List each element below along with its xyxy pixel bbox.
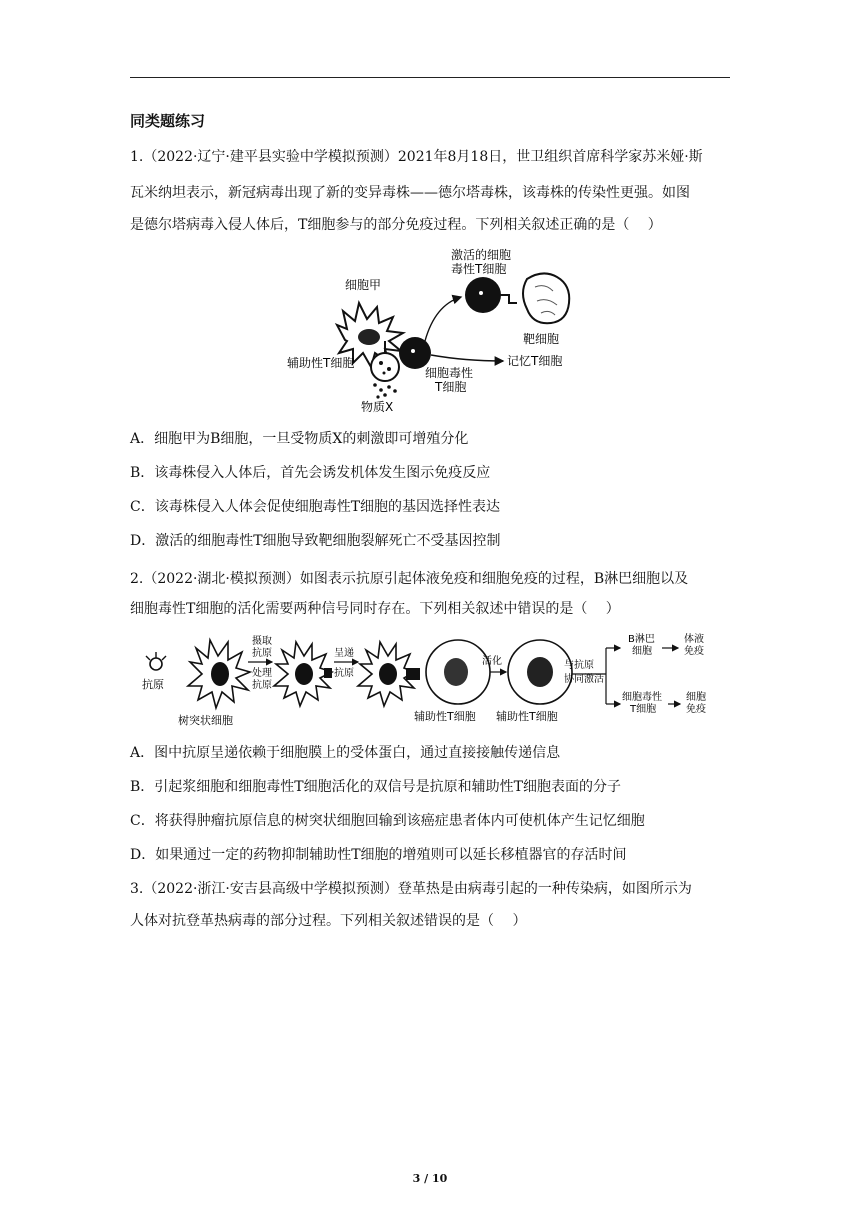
cell-jia-label: 细胞甲 — [345, 278, 382, 292]
activated-t-cell-shape — [465, 277, 517, 313]
present-label-1: 呈递 — [334, 648, 354, 659]
cytotoxic-t-cell-shape — [399, 337, 431, 369]
humoral-label-1: 体液 — [684, 634, 704, 645]
q2-stem-line-2: 细胞毒性T细胞的活化需要两种信号同时存在。下列相关叙述中错误的是（ ） — [130, 601, 620, 617]
q1-stem-line-3: 是德尔塔病毒入侵人体后，T细胞参与的部分免疫过程。下列相关叙述正确的是（ ） — [130, 217, 662, 233]
activated-label-2: 毒性T细胞 — [451, 262, 507, 276]
take-label-2: 抗原 — [252, 648, 272, 659]
dendritic-cell-shape-2 — [274, 642, 332, 706]
helper-t-label: 辅助性T细胞 — [287, 356, 355, 370]
q2-option-a: A．图中抗原呈递依赖于细胞膜上的受体蛋白，通过直接接触传递信息 — [130, 745, 561, 761]
q2-option-b: B．引起浆细胞和细胞毒性T细胞活化的双信号是抗原和辅助性T细胞表面的分子 — [130, 779, 621, 795]
cellular-label-1: 细胞 — [686, 692, 706, 703]
q2-option-c: C．将获得肿瘤抗原信息的树突状细胞回输到该癌症患者体内可使机体产生记忆细胞 — [130, 813, 645, 829]
q2-stem-line-1: 2.（2022·湖北·模拟预测）如图表示抗原引起体液免疫和细胞免疫的过程，B淋巴细胞以及 — [130, 571, 689, 587]
antigen-shape — [146, 652, 166, 670]
q3-stem-line-2: 人体对抗登革热病毒的部分过程。下列相关叙述错误的是（ ） — [130, 913, 527, 929]
cytotoxic-t-label-2: T细胞 — [435, 380, 467, 394]
target-cell-label: 靶细胞 — [523, 332, 560, 346]
section-title: 同类题练习 — [130, 112, 206, 130]
humoral-label-2: 免疫 — [684, 646, 704, 657]
q1-stem-line-1: 1.（2022·辽宁·建平县实验中学模拟预测）2021年8月18日，世卫组织首席科学家苏米娅·斯 — [130, 149, 703, 165]
take-label-1: 摄取 — [252, 636, 272, 647]
memory-t-label: 记忆T细胞 — [507, 354, 563, 368]
dendritic-cell-shape-1 — [188, 640, 250, 708]
co-activate-label: 协同激活 — [564, 674, 604, 685]
with-antigen-label: 与抗原 — [564, 660, 594, 671]
q1-option-c: C．该毒株侵入人体会促使细胞毒性T细胞的基因选择性表达 — [130, 499, 501, 515]
cytotoxic-t-label-1: 细胞毒性 — [425, 366, 474, 380]
arrow-to-activated — [425, 297, 461, 341]
substance-x-label: 物质X — [361, 400, 394, 414]
cyto-label-2: T细胞 — [630, 704, 657, 715]
process-label-2: 抗原 — [252, 680, 272, 691]
q3-stem-line-1: 3.（2022·浙江·安吉县高级中学模拟预测）登革热是由病毒引起的一种传染病，如图所示为 — [130, 881, 692, 897]
process-label-1: 处理 — [252, 668, 272, 679]
q1-option-b: B．该毒株侵入人体后，首先会诱发机体发生图示免疫反应 — [130, 465, 491, 481]
q1-figure — [285, 245, 580, 415]
header-rule — [130, 77, 730, 78]
q2-option-d: D．如果通过一定的药物抑制辅助性T细胞的增殖则可以延长移植器官的存活时间 — [130, 847, 627, 863]
target-cell-shape — [523, 273, 569, 323]
helper-t-cell-shape-1 — [426, 640, 490, 704]
activate-label: 活化 — [482, 656, 502, 667]
b-cell-label-2: 细胞 — [632, 646, 652, 657]
helper-t-cell-shape-2 — [508, 640, 572, 704]
q1-option-d: D．激活的细胞毒性T细胞导致靶细胞裂解死亡不受基因控制 — [130, 533, 501, 549]
helper-t-label-2: 辅助性T细胞 — [496, 710, 558, 723]
arrow-to-memory — [431, 355, 503, 361]
helper-t-label-1: 辅助性T细胞 — [414, 710, 476, 723]
antigen-label: 抗原 — [142, 678, 164, 691]
cellular-label-2: 免疫 — [686, 704, 706, 715]
present-label-2: 抗原 — [334, 668, 354, 679]
page-number: 3 / 10 — [412, 1172, 448, 1185]
dendritic-label: 树突状细胞 — [178, 714, 233, 727]
q2-figure — [140, 630, 720, 730]
q1-stem-line-2: 瓦米纳坦表示，新冠病毒出现了新的变异毒株——德尔塔毒株，该毒株的传染性更强。如图 — [130, 185, 690, 201]
cyto-label-1: 细胞毒性 — [622, 692, 662, 703]
activated-label-1: 激活的细胞 — [451, 248, 512, 262]
q1-option-a: A．细胞甲为B细胞，一旦受物质X的刺激即可增殖分化 — [130, 431, 469, 447]
dendritic-cell-shape-3 — [358, 642, 420, 706]
b-cell-label-1: B淋巴 — [628, 634, 655, 645]
